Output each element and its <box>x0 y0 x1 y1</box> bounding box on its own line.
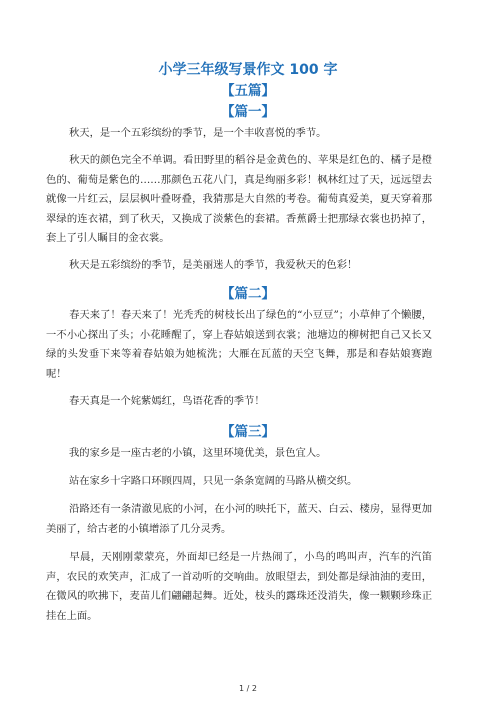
paragraph-text: 秋天，是一个五彩缤纷的季节，是一个丰收喜悦的季节。 <box>69 127 327 139</box>
paragraph <box>46 472 432 492</box>
paragraph-text: 春天真是一个姹紫嫣红，鸟语花香的季节！ <box>69 395 265 407</box>
paragraph-text: 早晨，天刚刚蒙蒙亮，外面却已经是一片热闹了，小鸟的鸣叫声，汽车的汽笛声，农民的欢笑声，汇成了一首动听的交响曲。放眼望去，到处都是绿油油的麦田，在微风的吹拂下，麦苗儿们翩翩起舞。近处，枝头的露珠还没消失，像一颗颗珍珠正挂在上面。 <box>46 551 432 622</box>
paragraph-text: 站在家乡十字路口环顾四周，只见一条条宽阔的马路从横交织。 <box>69 475 358 487</box>
document-title: 小学三年级写景作文 100 字 <box>158 62 338 78</box>
paragraph <box>46 548 432 626</box>
paragraph-text: 春天来了！春天来了！光秃秃的树枝长出了绿色的“小豆豆”；小草伸了个懒腰，一不小心探出了头；小花睡醒了，穿上春姑娘送到衣裳；池塘边的柳树把自己又长又绿的头发垂下来等着春姑娘为她梳洗；大雁在瓦蓝的天空飞舞，那是和春姑娘赛跑呢！ <box>46 309 432 380</box>
paragraph-text: 秋天是五彩缤纷的季节，是美丽迷人的季节，我爱秋天的色彩！ <box>69 259 358 271</box>
paragraph-text: 秋天的颜色完全不单调。看田野里的稻谷是金黄色的、苹果是红色的、橘子是橙色的、葡萄是紫色的……那颜色五花八门，真是绚丽多彩！枫林红过了天，远远望去就像一片红云，层层枫叶叠呀叠，我猜那是大自然的考卷。葡萄真爱美，夏天穿着那翠绿的连衣裙，到了秋天，又换成了淡紫色的套裙。香蕉爵士把那绿衣裳也扔掉了，套上了引人瞩目的金衣裳。 <box>46 154 432 244</box>
paragraph <box>46 151 432 249</box>
paragraph <box>46 256 432 276</box>
document-subtitle: 【五篇】 <box>221 83 275 99</box>
section-heading-1: 【篇一】 <box>221 104 275 120</box>
paragraph <box>46 444 432 464</box>
section-heading-3: 【篇三】 <box>221 424 275 440</box>
paragraph <box>46 306 432 384</box>
paragraph <box>46 500 432 539</box>
paragraph <box>46 392 432 412</box>
paragraph-text: 沿路还有一条清澈见底的小河，在小河的映托下，蓝天、白云、楼房，显得更加美丽了，给古老的小镇增添了几分灵秀。 <box>46 503 432 535</box>
page-number: 1 / 2 <box>239 684 257 693</box>
paragraph-text: 我的家乡是一座古老的小镇，这里环境优美，景色宜人。 <box>69 447 327 459</box>
paragraph <box>46 124 432 144</box>
section-heading-2: 【篇二】 <box>221 286 275 302</box>
